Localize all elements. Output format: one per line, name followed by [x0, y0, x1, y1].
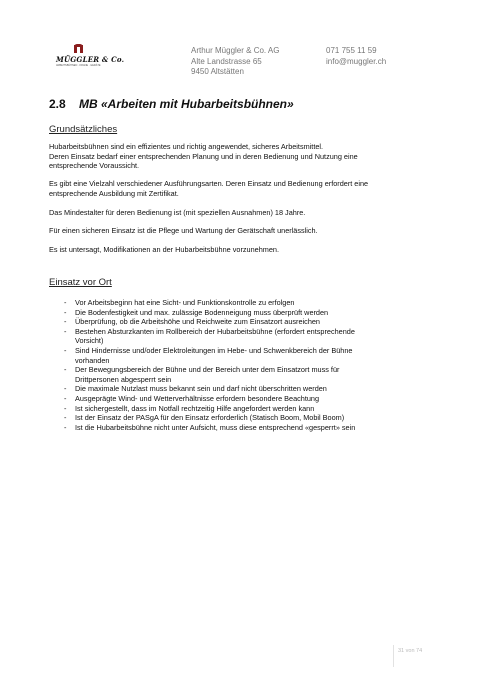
bullet-dash: -	[64, 307, 67, 317]
list-item-text: Bestehen Absturzkanten im Rollbereich der Hubarbeitsbühne (erfordert entsprechende	[75, 326, 355, 336]
list-item-text: Vorsicht)	[75, 336, 104, 346]
list-item	[64, 346, 444, 365]
subheading-einsatz-vor-ort: Einsatz vor Ort	[49, 277, 112, 288]
company-email: info@muggler.ch	[326, 56, 387, 66]
list-item-text: Ausgeprägte Wind- und Wetterverhältnisse erfordern besondere Beachtung	[75, 393, 320, 403]
paragraph-wartung	[49, 226, 439, 236]
section-number: 2.8	[49, 97, 66, 111]
bullet-dash: -	[64, 403, 67, 413]
list-item-text: Ist sichergestellt, dass im Notfall rechtzeitig Hilfe angefordert werden kann	[75, 403, 315, 413]
list-item-text: Sind Hindernisse und/oder Elektroleitungen im Hebe- und Schwenkbereich der Bühne	[75, 345, 353, 355]
list-item-text: Die Bodenfestigkeit und max. zulässige Bodenneigung muss überprüft werden	[75, 307, 329, 317]
list-item	[64, 317, 444, 327]
paragraph-line: entsprechende Voraussicht.	[49, 161, 140, 171]
bullet-dash: -	[64, 393, 67, 403]
list-item-text: Ist der Einsatz der PASgA für den Einsatz erforderlich (Statisch Boom, Mobil Boom)	[75, 413, 345, 423]
einsatz-checklist	[64, 298, 444, 432]
paragraph-line: Es ist untersagt, Modifikationen an der Hubarbeitsbühne vorzunehmen.	[49, 245, 279, 254]
logo-subtitle: ARBEITSBÜHNEN · KRANE · GERÄTE	[56, 64, 101, 67]
company-name: Arthur Müggler & Co. AG	[191, 46, 280, 55]
list-item-text: Überprüfung, ob die Arbeitshöhe und Reichweite zum Einsatzort ausreichen	[75, 317, 320, 327]
paragraph-line: Das Mindestalter für deren Bedienung ist (mit speziellen Ausnahmen) 18 Jahre.	[49, 208, 306, 217]
paragraph-line: Es gibt eine Vielzahl verschiedener Ausführungsarten. Deren Einsatz und Bedienung erfordert eine	[49, 179, 369, 188]
subheading-grundsaetzliches: Grundsätzliches	[49, 124, 118, 135]
list-item-text: Die maximale Nutzlast muss bekannt sein und darf nicht überschritten werden	[75, 384, 327, 394]
paragraph-line: Hubarbeitsbühnen sind ein effizientes und richtig angewendet, sicheres Arbeitsmittel.	[49, 142, 324, 151]
paragraph-line: Deren Einsatz bedarf einer entsprechenden Planung und in deren Bedienung und Nutzung eine	[49, 151, 358, 161]
paragraph-modifikationen	[49, 245, 439, 255]
paragraph-line: Für einen sicheren Einsatz ist die Pflege und Wartung der Gerätschaft unerlässlich.	[49, 226, 318, 235]
company-phone: 071 755 11 59	[326, 46, 377, 55]
bullet-dash: -	[64, 298, 67, 307]
company-address	[191, 46, 279, 78]
footer-divider	[393, 645, 394, 667]
list-item	[64, 365, 444, 384]
list-item-text: Drittpersonen abgesperrt sein	[75, 374, 172, 384]
logo-mark-icon	[74, 44, 84, 54]
list-item	[64, 423, 444, 433]
bullet-dash: -	[64, 326, 67, 336]
company-logo	[56, 44, 125, 70]
company-street: Alte Landstrasse 65	[191, 56, 262, 66]
paragraph-line: entsprechende Ausbildung mit Zertifikat.	[49, 188, 179, 198]
bullet-dash: -	[64, 413, 67, 423]
paragraph-mindestalter	[49, 208, 439, 218]
bullet-dash: -	[64, 365, 67, 375]
company-city: 9450 Altstätten	[191, 67, 244, 76]
list-item-text: Der Bewegungsbereich der Bühne und der Bereich unter dem Einsatzort muss für	[75, 365, 340, 375]
list-item-text: Ist die Hubarbeitsbühne nicht unter Aufsicht, muss diese entsprechend «gesperrt» sein	[75, 422, 356, 432]
bullet-dash: -	[64, 384, 67, 394]
list-item-text: Vor Arbeitsbeginn hat eine Sicht- und Funktionskontrolle zu erfolgen	[75, 298, 295, 307]
bullet-dash: -	[64, 317, 67, 327]
list-item	[64, 404, 444, 414]
list-item	[64, 394, 444, 404]
section-title: MB «Arbeiten mit Hubarbeitsbühnen»	[79, 97, 294, 111]
page-number: 31 von 74	[398, 648, 423, 654]
list-item	[64, 298, 444, 308]
list-item-text: vorhanden	[75, 355, 110, 365]
paragraph-ausfuehrungsarten	[49, 179, 439, 198]
list-item	[64, 413, 444, 423]
section-heading	[49, 97, 294, 111]
bullet-dash: -	[64, 422, 67, 432]
logo-name: MÜGGLER & Co.	[56, 55, 125, 64]
bullet-dash: -	[64, 345, 67, 355]
list-item	[64, 384, 444, 394]
list-item	[64, 327, 444, 346]
paragraph-intro	[49, 142, 439, 171]
list-item	[64, 308, 444, 318]
company-contact	[326, 46, 386, 67]
